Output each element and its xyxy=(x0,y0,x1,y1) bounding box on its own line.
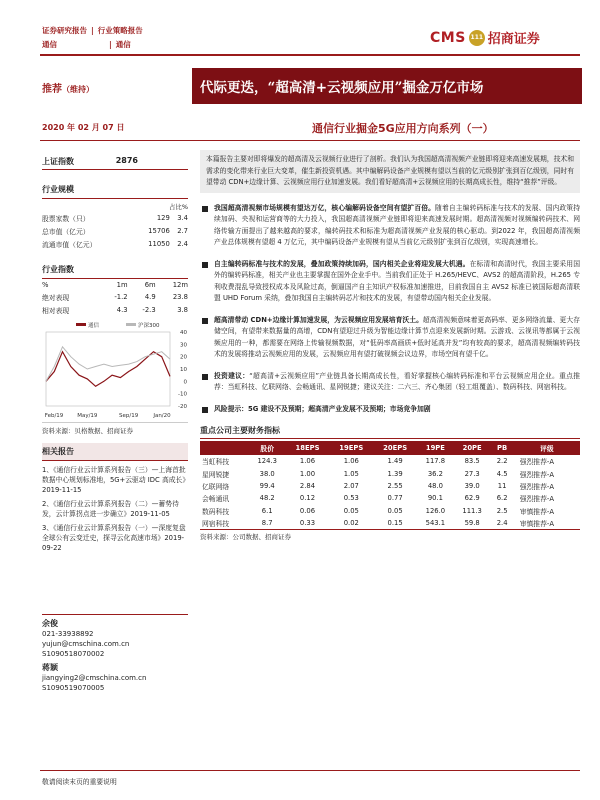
cell: -2.3 xyxy=(142,305,156,314)
plot-frame xyxy=(46,332,170,406)
square-bullet-icon xyxy=(202,206,208,212)
cell: 强烈推荐-A xyxy=(519,470,554,479)
rating-main: 推荐 xyxy=(42,84,62,95)
cell: 亿联网络 xyxy=(202,482,230,491)
bullet-heading: 风险提示：5G 建设不及预期；超高清产业发展不及预期；市场竞争加剧 xyxy=(214,404,431,413)
analyst-cert: S1090518070002 xyxy=(42,650,105,658)
bullet-text: “超高清+云视频应用”产业链具备长期高成长性，看好掌握核心编转码标准和平台云视频应用企业。重点推荐：当虹科技、亿联网络、会畅通讯、星网锐捷；建议关注：二六三、齐心集团（轻工组覆盖）、数码科技、网宿科技。 xyxy=(214,371,580,391)
title-banner: 代际更迭，“超高清+云视频应用”掘金万亿市场 xyxy=(192,68,582,104)
cell: 59.8 xyxy=(454,517,491,530)
table-row xyxy=(42,224,188,237)
cell: 99.4 xyxy=(259,481,275,490)
related-item: 3、《通信行业云计算系列报告（一）—深度复盘全球公有云变迁史，探寻云化高速市场》2019-09-22 xyxy=(42,524,186,552)
legend-swatch xyxy=(126,323,136,326)
analyst-name: 蒋颖 xyxy=(42,663,58,672)
bullet-point xyxy=(200,203,580,249)
cell: 11 xyxy=(497,481,507,490)
index-chart xyxy=(42,320,188,420)
y-tick-label: 0 xyxy=(183,379,187,386)
logo-badge-icon: 111 xyxy=(469,30,485,46)
cell: 23.8 xyxy=(172,292,188,301)
series-line xyxy=(46,352,170,387)
bullet-text: 随着自主编转码标准与技术的发展、国内政策持续加码、央视和运营商等的大力投入，我国超高清视频产业链即将迎来高速发展时期。超高清视频对视频编转码技术、网络传输方面提出了越来越高的要求，编转码技术和标准为超高清视频产业发展的核心驱动。到2022 年，我国超高清视频产业总体规模有望超 4 万亿元，其中编码设备产业规模有望从当前亿元级别扩张到百亿级别，实现高速增长。 xyxy=(214,203,580,246)
square-bullet-icon xyxy=(202,318,208,324)
cell: 4.5 xyxy=(496,469,508,478)
cell: 0.12 xyxy=(299,494,316,503)
cell: 0.33 xyxy=(286,517,330,530)
cell: 审慎推荐-A xyxy=(514,517,580,530)
logo-cn: 招商证券 xyxy=(487,32,540,47)
table-header-row xyxy=(42,279,188,290)
x-tick-label: May/19 xyxy=(77,413,98,419)
fin-table xyxy=(200,441,580,530)
rating-sub: （维持） xyxy=(62,85,94,94)
table-row xyxy=(42,303,188,316)
report-subtype: 行业策略报告 xyxy=(97,26,143,35)
cell: 6m xyxy=(144,280,156,289)
cell: 1m xyxy=(116,280,128,289)
series-title: 通信行业掘金5G应用方向系列（一） xyxy=(312,122,494,135)
perf-table xyxy=(42,279,188,316)
bullet-point xyxy=(200,259,580,305)
bullet-heading: 自主编转码标准与技术的发展，叠加政策持续加码，国内相关企业将迎发展大机遇。 xyxy=(214,259,470,268)
cell: 6.1 xyxy=(261,506,273,515)
related-item: 2、《通信行业云计算系列报告（二）—蓄势待发，云计算拐点进一步确立》2019-11-05 xyxy=(42,500,179,518)
cell: 39.0 xyxy=(464,481,480,490)
y-tick-label: 30 xyxy=(180,342,187,349)
cell: 数码科技 xyxy=(202,507,230,516)
square-bullet-icon xyxy=(202,262,208,268)
table-row xyxy=(200,467,580,479)
header-divider xyxy=(40,54,580,56)
cell: 117.8 xyxy=(425,457,446,466)
scale-title: 行业规模 xyxy=(42,184,188,199)
col-header: 20PE xyxy=(454,441,491,455)
report-type: 证券研究报告 xyxy=(42,26,87,35)
square-bullet-icon xyxy=(202,407,208,413)
col-header xyxy=(200,441,249,455)
cell: 2.55 xyxy=(387,481,403,490)
cell: 3.4 xyxy=(177,213,188,222)
cell: 11050 xyxy=(148,239,170,248)
fin-table-source: 资料来源：公司数据、招商证券 xyxy=(200,533,291,542)
bullet-heading: 投资建议： xyxy=(214,371,250,380)
cell: 0.15 xyxy=(373,517,417,530)
table-row xyxy=(42,211,188,224)
report-header: 证券研究报告 | 行业策略报告 通信 | 通信 xyxy=(42,26,143,49)
x-tick-label: Sep/19 xyxy=(119,413,139,419)
footer-note: 敬请阅读末页的重要说明 xyxy=(42,778,117,786)
cell: 36.2 xyxy=(427,469,443,478)
analyst-divider xyxy=(42,614,188,615)
sidebar xyxy=(42,150,188,553)
cell: 48.0 xyxy=(427,481,443,490)
table-row xyxy=(42,290,188,303)
analyst-email: yujun@cmschina.com.cn xyxy=(42,640,130,648)
table-header-row xyxy=(200,441,580,455)
cell: 1.39 xyxy=(387,469,403,478)
cell: 会畅通讯 xyxy=(202,495,230,504)
square-bullet-icon xyxy=(202,374,208,380)
col-header: PB xyxy=(491,441,514,455)
analyst-email: jiangying2@cmschina.com.cn xyxy=(42,674,147,682)
cell: -1.2 xyxy=(114,292,128,301)
cell: 38.0 xyxy=(259,469,275,478)
legend-label: 沪深300 xyxy=(138,323,160,329)
scale-table xyxy=(42,211,188,250)
col-header: 20EPS xyxy=(373,441,417,455)
cell: 48.2 xyxy=(259,494,275,503)
industry-label: 通信 xyxy=(42,40,57,49)
cell: 129 xyxy=(156,213,170,222)
table-row xyxy=(200,480,580,492)
industry-sub: 通信 xyxy=(115,40,131,49)
y-tick-label: 40 xyxy=(180,330,187,336)
cell: 2.4 xyxy=(491,517,514,530)
table-row xyxy=(200,505,580,517)
cell: 3.8 xyxy=(177,305,188,314)
bullet-text: 超高清视频意味着更高码率、更多网络流量、更大存储空间，有望带来数据量的高增，CDN有望迎过升级为智能边缘计算节点迎来发展新时期。云游戏、云视讯等都属于云视频应用的一种，都需要在网络上传输视频数据，对“低码率高画质+低时延高并发”均有较高的要求，超高清视频编转码技术的发展将推动云视频应用的发展，云视频应用有望打破视频会议边界，市场空间有望千亿。 xyxy=(214,315,580,358)
fin-table-title: 重点公司主要财务指标 xyxy=(200,425,580,439)
main-content xyxy=(200,150,580,541)
cell: 2.07 xyxy=(343,481,359,490)
cell: 1.49 xyxy=(387,457,403,466)
cell: 网宿科技 xyxy=(200,517,249,530)
cell: 0.02 xyxy=(329,517,373,530)
bullet-text: 在标清和高清时代，我国主要采用国外的编转码标准，相关产业也主要掌握在国外企业手中。当前我们正处于 H.265/HEVC、AVS2 的超高清阶段，H.265 专利收费混乱导致授权成本及风险过高，倒逼国产自主知识产权标准加速推进，目前我国自主 AVS2 标准已被国际超高清联盟 UHD Forum 采纳，叠加我国自主编转码芯片和技术的发展，有望带动国内相关企业发展。 xyxy=(214,259,581,302)
cell: 强烈推荐-A xyxy=(519,482,554,491)
cell: 8.7 xyxy=(249,517,286,530)
col-header: 股价 xyxy=(249,441,286,455)
cell: 124.3 xyxy=(257,457,277,466)
cell: 62.9 xyxy=(464,494,480,503)
cell: 27.3 xyxy=(464,469,480,478)
cell: 2.7 xyxy=(177,226,188,235)
cell: 111.3 xyxy=(462,506,482,515)
intro-summary: 本篇报告主要对即将爆发的超高清及云视频行业进行了剖析。我们认为我国超高清视频产业链即将迎来高速发展期，技术和需求的变化带来行业巨大变革，催生新投资机遇。其中编解码设备产业规模有望以当前的亿元级别扩张到百亿级别，同时有望带动 CDN+边缘计算、云视频应用行业加速发展。我们看好超高清+云视频应用的长期高成长性，维持“推荐”评级。 xyxy=(200,150,580,193)
report-date: 2020 年 02 月 07 日 xyxy=(42,123,125,132)
related-title: 相关报告 xyxy=(42,443,188,461)
cell: 相对表现 xyxy=(42,306,70,315)
cell: 1.00 xyxy=(299,469,316,478)
bullet-point xyxy=(200,404,580,416)
cell: 0.05 xyxy=(387,506,403,515)
cell: 2.2 xyxy=(496,457,508,466)
table-row xyxy=(200,492,580,504)
cell: 股票家数（只） xyxy=(42,214,90,223)
footer-divider xyxy=(40,770,580,771)
related-item: 1、《通信行业云计算系列报告（三）—上海首批数据中心规划标准地，5G+云驱动 IDC 高成长》2019-11-15 xyxy=(42,466,186,494)
col-header: 评级 xyxy=(514,441,580,455)
x-tick-label: Jan/20 xyxy=(153,413,171,419)
cell: 0.77 xyxy=(387,494,403,503)
cell: 绝对表现 xyxy=(42,293,70,302)
y-tick-label: -20 xyxy=(178,404,187,410)
index-label: 上证指数 xyxy=(42,157,74,166)
analyst-name: 余俊 xyxy=(42,619,58,628)
legend-label: 通信 xyxy=(88,323,100,329)
line-chart-svg xyxy=(42,320,188,420)
cell: 1.06 xyxy=(299,457,316,466)
bullet-point xyxy=(200,371,580,394)
cell: % xyxy=(42,280,49,289)
cell: 15706 xyxy=(148,226,170,235)
cell: 0.53 xyxy=(343,494,359,503)
col-header: 19EPS xyxy=(329,441,373,455)
cell: 强烈推荐-A xyxy=(519,458,554,467)
cell: 4.3 xyxy=(116,305,128,314)
logo-en: CMS xyxy=(430,29,466,46)
title-divider xyxy=(40,140,580,141)
cell: 2.84 xyxy=(299,481,316,490)
x-tick-label: Feb/19 xyxy=(44,413,64,419)
index-value: 2876 xyxy=(115,156,138,165)
cell: 星网锐捷 xyxy=(202,470,230,479)
cell: 1.05 xyxy=(343,469,359,478)
cell: 12m xyxy=(172,280,188,289)
bullet-heading: 超高清带动 CDN+边缘计算加速发展，为云视频应用发展培育沃土。 xyxy=(214,315,423,324)
analyst-phone: 021-33938892 xyxy=(42,630,94,638)
rating xyxy=(42,80,94,95)
series-line xyxy=(46,347,170,382)
index-row xyxy=(42,150,188,170)
cell: 1.06 xyxy=(343,457,359,466)
cell: 6.2 xyxy=(496,494,508,503)
legend-swatch xyxy=(76,323,86,326)
y-tick-label: 10 xyxy=(180,367,187,373)
bullet-point xyxy=(200,315,580,361)
cell: 543.1 xyxy=(417,517,454,530)
table-row xyxy=(200,517,580,530)
cell: 83.5 xyxy=(464,457,480,466)
cell: 4.9 xyxy=(144,292,156,301)
analyst-cert: S1090519070005 xyxy=(42,684,105,692)
cell: 强烈推荐-A xyxy=(519,495,554,504)
cell: 流通市值（亿元） xyxy=(42,240,97,249)
cell: 2.4 xyxy=(177,239,188,248)
cms-logo xyxy=(430,28,540,47)
y-tick-label: -10 xyxy=(178,391,187,398)
analysts xyxy=(42,612,188,693)
table-row xyxy=(200,455,580,467)
col-header: 18EPS xyxy=(286,441,330,455)
bullet-heading: 我国超高清视频市场规模有望达万亿，核心编解码设备空间有望扩百倍。 xyxy=(214,203,436,212)
scale-note: 占比% xyxy=(168,203,188,211)
y-tick-label: 20 xyxy=(180,354,187,361)
col-header: 19PE xyxy=(417,441,454,455)
cell: 审慎推荐-A xyxy=(519,507,554,516)
cell: 2.5 xyxy=(496,506,508,515)
cell: 126.0 xyxy=(425,506,446,515)
cell: 90.1 xyxy=(427,494,443,503)
table-row xyxy=(42,237,188,250)
chart-source: 资料来源：贝格数据、招商证券 xyxy=(42,422,188,435)
cell: 0.05 xyxy=(343,506,359,515)
cell: 当虹科技 xyxy=(202,458,230,467)
cell: 0.06 xyxy=(299,506,316,515)
cell: 总市值（亿元） xyxy=(42,227,90,236)
perf-title: 行业指数 xyxy=(42,264,188,279)
